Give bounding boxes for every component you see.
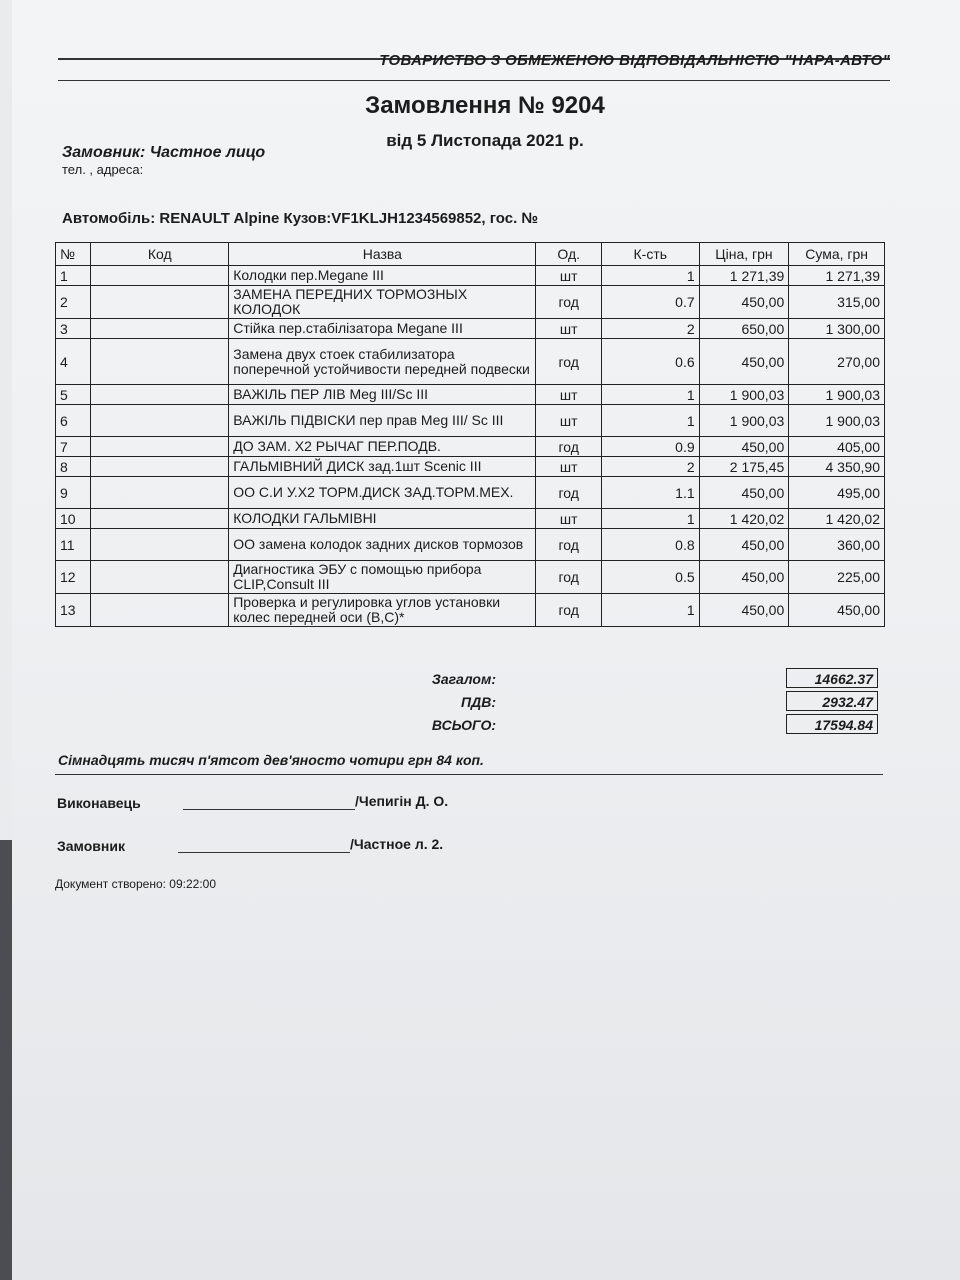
cell-no: 6 (56, 405, 91, 437)
cell-sum: 1 300,00 (789, 319, 885, 339)
cell-no: 13 (56, 594, 91, 627)
table-row (56, 339, 885, 385)
cell-price: 650,00 (699, 319, 789, 339)
cell-unit: год (536, 286, 601, 319)
header-name: Назва (229, 243, 536, 266)
cell-sum: 495,00 (789, 477, 885, 509)
cell-price: 450,00 (699, 529, 789, 561)
cell-sum: 315,00 (789, 286, 885, 319)
cell-code (91, 477, 229, 509)
header-rule-lower (58, 80, 890, 81)
cell-unit: шт (536, 266, 601, 286)
cell-sum: 405,00 (789, 437, 885, 457)
cell-name: ВАЖІЛЬ ПІДВІСКИ пер прав Meg III/ Sc III (229, 405, 536, 437)
cell-sum: 1 900,03 (789, 405, 885, 437)
header-no: № (56, 243, 91, 266)
cell-no: 7 (56, 437, 91, 457)
cell-name: ОО замена колодок задних дисков тормозов (229, 529, 536, 561)
items-table (55, 242, 885, 627)
cell-name: Колодки пер.Megane III (229, 266, 536, 286)
cell-name: Проверка и регулировка углов установки колес передней оси (B,C)* (229, 594, 536, 627)
cell-qty: 1 (601, 594, 699, 627)
cell-price: 450,00 (699, 437, 789, 457)
cell-sum: 450,00 (789, 594, 885, 627)
cell-no: 8 (56, 457, 91, 477)
table-row (56, 457, 885, 477)
cell-sum: 270,00 (789, 339, 885, 385)
cell-name: КОЛОДКИ ГАЛЬМІВНІ (229, 509, 536, 529)
cell-code (91, 385, 229, 405)
cell-code (91, 509, 229, 529)
cell-unit: шт (536, 509, 601, 529)
table-row (56, 509, 885, 529)
amount-in-words: Сімнадцять тисяч п'ятсот дев'яносто чотири грн 84 коп. (58, 752, 484, 768)
created-timestamp: Документ створено: 09:22:00 (55, 877, 217, 891)
cell-unit: год (536, 529, 601, 561)
subtotal-value: 14662.37 (786, 668, 878, 688)
table-row (56, 385, 885, 405)
cell-name: ЗАМЕНА ПЕРЕДНИХ ТОРМОЗНЫХ КОЛОДОК (229, 286, 536, 319)
cell-qty: 1 (601, 385, 699, 405)
cell-no: 11 (56, 529, 91, 561)
cell-no: 9 (56, 477, 91, 509)
cell-unit: год (536, 561, 601, 594)
vat-label: ПДВ: (461, 694, 496, 710)
cell-qty: 0.8 (601, 529, 699, 561)
cell-sum: 4 350,90 (789, 457, 885, 477)
cell-qty: 0.9 (601, 437, 699, 457)
customer-signature-name: /Частное л. 2. (350, 836, 444, 852)
customer-line: Замовник: Частное лицо (62, 144, 266, 161)
executor-name: /Чепигін Д. О. (355, 793, 449, 809)
cell-qty: 0.6 (601, 339, 699, 385)
cell-price: 450,00 (699, 339, 789, 385)
cell-code (91, 437, 229, 457)
cell-code (91, 266, 229, 286)
cell-price: 450,00 (699, 561, 789, 594)
customer-signature-label: Замовник (57, 838, 125, 854)
total-label: ВСЬОГО: (431, 717, 496, 733)
subtotal-label: Загалом: (431, 671, 496, 687)
cell-no: 1 (56, 266, 91, 286)
cell-name: ДО ЗАМ. Х2 РЫЧАГ ПЕР.ПОДВ. (229, 437, 536, 457)
cell-sum: 225,00 (789, 561, 885, 594)
cell-no: 10 (56, 509, 91, 529)
cell-no: 3 (56, 319, 91, 339)
order-date: від 5 Листопада 2021 р. (386, 131, 584, 150)
table-row (56, 529, 885, 561)
cell-code (91, 339, 229, 385)
cell-sum: 360,00 (789, 529, 885, 561)
document-page (12, 0, 960, 1280)
table-row (56, 594, 885, 627)
table-row (56, 319, 885, 339)
cell-unit: шт (536, 405, 601, 437)
table-row (56, 437, 885, 457)
cell-price: 450,00 (699, 477, 789, 509)
vat-value: 2932.47 (786, 691, 878, 711)
cell-name: ГАЛЬМІВНИЙ ДИСК зад.1шт Scenic III (229, 457, 536, 477)
cell-qty: 0.5 (601, 561, 699, 594)
cell-qty: 2 (601, 319, 699, 339)
cell-qty: 1 (601, 509, 699, 529)
cell-price: 2 175,45 (699, 457, 789, 477)
header-code: Код (91, 243, 229, 266)
cell-unit: шт (536, 457, 601, 477)
cell-no: 5 (56, 385, 91, 405)
cell-sum: 1 271,39 (789, 266, 885, 286)
cell-no: 2 (56, 286, 91, 319)
cell-unit: шт (536, 385, 601, 405)
cell-price: 1 900,03 (699, 385, 789, 405)
header-unit: Од. (536, 243, 601, 266)
cell-qty: 2 (601, 457, 699, 477)
cell-price: 450,00 (699, 594, 789, 627)
cell-sum: 1 420,02 (789, 509, 885, 529)
table-row (56, 405, 885, 437)
cell-unit: год (536, 437, 601, 457)
executor-signature-line (183, 809, 355, 810)
cell-name: ВАЖІЛЬ ПЕР ЛІВ Meg III/Sc III (229, 385, 536, 405)
cell-code (91, 286, 229, 319)
cell-code (91, 594, 229, 627)
cell-code (91, 457, 229, 477)
cell-code (91, 529, 229, 561)
order-title: Замовлення № 9204 (365, 92, 605, 119)
cell-name: Диагностика ЭБУ с помощью прибора CLIP,Consult III (229, 561, 536, 594)
contacts-line: тел. , адреса: (62, 162, 144, 177)
cell-name: Замена двух стоек стабилизатора поперечной устойчивости передней подвески (229, 339, 536, 385)
cell-price: 1 420,02 (699, 509, 789, 529)
table-row (56, 561, 885, 594)
cell-unit: шт (536, 319, 601, 339)
cell-unit: год (536, 477, 601, 509)
cell-unit: год (536, 594, 601, 627)
cell-unit: год (536, 339, 601, 385)
cell-price: 1 271,39 (699, 266, 789, 286)
executor-label: Виконавець (57, 795, 141, 811)
header-sum: Сума, грн (789, 243, 885, 266)
cell-qty: 1.1 (601, 477, 699, 509)
cell-price: 450,00 (699, 286, 789, 319)
cell-qty: 0.7 (601, 286, 699, 319)
table-row (56, 477, 885, 509)
cell-price: 1 900,03 (699, 405, 789, 437)
total-value: 17594.84 (786, 714, 878, 734)
header-price: Ціна, грн (699, 243, 789, 266)
table-row (56, 286, 885, 319)
cell-no: 4 (56, 339, 91, 385)
cell-name: Стійка пер.стабілізатора Megane III (229, 319, 536, 339)
header-qty: К-сть (601, 243, 699, 266)
words-rule (55, 774, 883, 775)
customer-signature-line (178, 852, 350, 853)
company-name: ТОВАРИСТВО З ОБМЕЖЕНОЮ ВІДПОВІДАЛЬНІСТЮ "НАРА-АВТО" (379, 52, 890, 69)
cell-no: 12 (56, 561, 91, 594)
cell-name: ОО С.И У.Х2 ТОРМ.ДИСК ЗАД.ТОРМ.МЕХ. (229, 477, 536, 509)
cell-code (91, 405, 229, 437)
cell-code (91, 561, 229, 594)
cell-code (91, 319, 229, 339)
table-row (56, 266, 885, 286)
cell-qty: 1 (601, 266, 699, 286)
car-info: Автомобіль: RENAULT Alpine Кузов:VF1KLJH1234569852, гос. № (62, 210, 539, 227)
table-header-row (56, 243, 885, 266)
cell-sum: 1 900,03 (789, 385, 885, 405)
cell-qty: 1 (601, 405, 699, 437)
